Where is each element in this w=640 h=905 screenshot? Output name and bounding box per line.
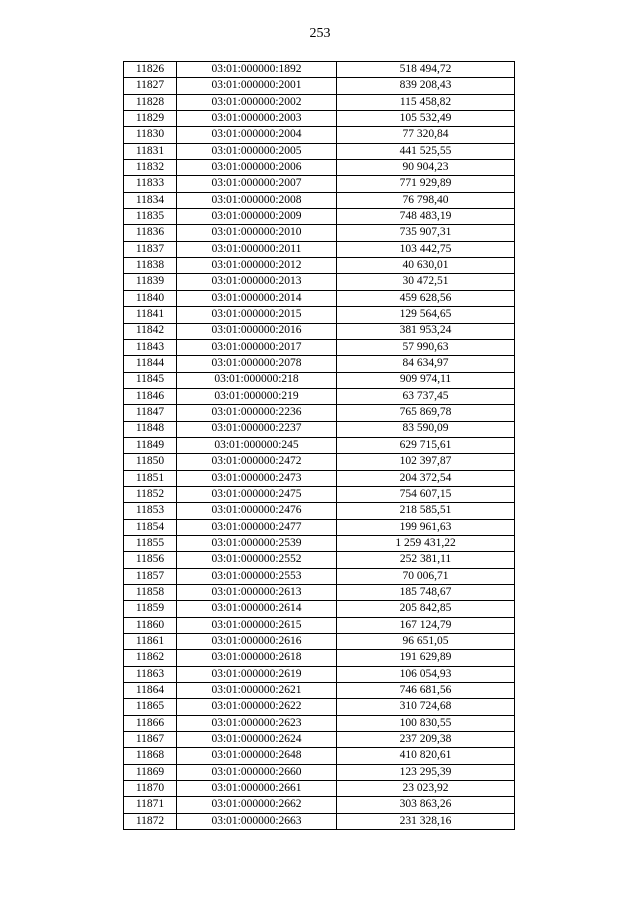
row-number-cell: 11863 <box>124 666 177 682</box>
cadastral-value-cell: 167 124,79 <box>337 617 515 633</box>
table-row <box>124 813 515 829</box>
cadastral-value-cell: 735 907,31 <box>337 225 515 241</box>
cadastral-number-cell: 03:01:000000:2622 <box>177 699 337 715</box>
table-row <box>124 519 515 535</box>
cadastral-value-cell: 83 590,09 <box>337 421 515 437</box>
row-number-cell: 11871 <box>124 797 177 813</box>
cadastral-number-cell: 03:01:000000:2004 <box>177 127 337 143</box>
cadastral-number-cell: 03:01:000000:2661 <box>177 781 337 797</box>
cadastral-value-cell: 754 607,15 <box>337 486 515 502</box>
table-row <box>124 437 515 453</box>
cadastral-number-cell: 03:01:000000:1892 <box>177 62 337 78</box>
row-number-cell: 11865 <box>124 699 177 715</box>
cadastral-value-cell: 748 483,19 <box>337 209 515 225</box>
table-row <box>124 94 515 110</box>
cadastral-value-cell: 105 532,49 <box>337 111 515 127</box>
cadastral-number-cell: 03:01:000000:245 <box>177 437 337 453</box>
cadastral-number-cell: 03:01:000000:2013 <box>177 274 337 290</box>
table-row <box>124 127 515 143</box>
row-number-cell: 11856 <box>124 552 177 568</box>
table-row <box>124 634 515 650</box>
row-number-cell: 11833 <box>124 176 177 192</box>
row-number-cell: 11843 <box>124 339 177 355</box>
cadastral-value-cell: 77 320,84 <box>337 127 515 143</box>
row-number-cell: 11858 <box>124 585 177 601</box>
table-row <box>124 372 515 388</box>
table-row <box>124 470 515 486</box>
table-row <box>124 209 515 225</box>
cadastral-value-cell: 310 724,68 <box>337 699 515 715</box>
cadastral-value-cell: 303 863,26 <box>337 797 515 813</box>
table-row <box>124 356 515 372</box>
cadastral-number-cell: 03:01:000000:2615 <box>177 617 337 633</box>
table-body <box>124 62 515 830</box>
cadastral-value-cell: 205 842,85 <box>337 601 515 617</box>
cadastral-number-cell: 03:01:000000:2011 <box>177 241 337 257</box>
cadastral-number-cell: 03:01:000000:2552 <box>177 552 337 568</box>
row-number-cell: 11848 <box>124 421 177 437</box>
table-row <box>124 241 515 257</box>
cadastral-value-cell: 106 054,93 <box>337 666 515 682</box>
row-number-cell: 11849 <box>124 437 177 453</box>
cadastral-value-cell: 629 715,61 <box>337 437 515 453</box>
table-row <box>124 699 515 715</box>
cadastral-number-cell: 03:01:000000:2008 <box>177 192 337 208</box>
cadastral-value-cell: 103 442,75 <box>337 241 515 257</box>
cadastral-value-cell: 90 904,23 <box>337 160 515 176</box>
row-number-cell: 11853 <box>124 503 177 519</box>
row-number-cell: 11855 <box>124 535 177 551</box>
cadastral-number-cell: 03:01:000000:2007 <box>177 176 337 192</box>
row-number-cell: 11835 <box>124 209 177 225</box>
table-row <box>124 552 515 568</box>
table-row <box>124 78 515 94</box>
row-number-cell: 11860 <box>124 617 177 633</box>
row-number-cell: 11845 <box>124 372 177 388</box>
cadastral-value-cell: 518 494,72 <box>337 62 515 78</box>
cadastral-number-cell: 03:01:000000:2473 <box>177 470 337 486</box>
row-number-cell: 11841 <box>124 307 177 323</box>
table-row <box>124 764 515 780</box>
table-row <box>124 143 515 159</box>
cadastral-value-cell: 459 628,56 <box>337 290 515 306</box>
row-number-cell: 11827 <box>124 78 177 94</box>
row-number-cell: 11829 <box>124 111 177 127</box>
row-number-cell: 11866 <box>124 715 177 731</box>
cadastral-number-cell: 03:01:000000:2012 <box>177 258 337 274</box>
cadastral-number-cell: 03:01:000000:2660 <box>177 764 337 780</box>
table-row <box>124 339 515 355</box>
cadastral-number-cell: 03:01:000000:2616 <box>177 634 337 650</box>
table-row <box>124 585 515 601</box>
table-row <box>124 225 515 241</box>
cadastral-number-cell: 03:01:000000:2001 <box>177 78 337 94</box>
cadastral-value-cell: 129 564,65 <box>337 307 515 323</box>
cadastral-number-cell: 03:01:000000:2003 <box>177 111 337 127</box>
cadastral-value-cell: 746 681,56 <box>337 683 515 699</box>
table-row <box>124 666 515 682</box>
cadastral-value-cell: 909 974,11 <box>337 372 515 388</box>
cadastral-number-cell: 03:01:000000:2621 <box>177 683 337 699</box>
row-number-cell: 11828 <box>124 94 177 110</box>
row-number-cell: 11869 <box>124 764 177 780</box>
cadastral-value-cell: 771 929,89 <box>337 176 515 192</box>
cadastral-value-cell: 204 372,54 <box>337 470 515 486</box>
table-row <box>124 192 515 208</box>
table-row <box>124 601 515 617</box>
table-row <box>124 405 515 421</box>
cadastral-value-cell: 57 990,63 <box>337 339 515 355</box>
row-number-cell: 11850 <box>124 454 177 470</box>
cadastral-number-cell: 03:01:000000:218 <box>177 372 337 388</box>
row-number-cell: 11870 <box>124 781 177 797</box>
row-number-cell: 11836 <box>124 225 177 241</box>
table-row <box>124 176 515 192</box>
table-row <box>124 568 515 584</box>
cadastral-value-cell: 185 748,67 <box>337 585 515 601</box>
row-number-cell: 11864 <box>124 683 177 699</box>
table-row <box>124 111 515 127</box>
cadastral-number-cell: 03:01:000000:2539 <box>177 535 337 551</box>
table-row <box>124 323 515 339</box>
table-row <box>124 797 515 813</box>
table-row <box>124 748 515 764</box>
row-number-cell: 11851 <box>124 470 177 486</box>
table-row <box>124 454 515 470</box>
row-number-cell: 11867 <box>124 732 177 748</box>
cadastral-number-cell: 03:01:000000:2016 <box>177 323 337 339</box>
cadastral-value-cell: 123 295,39 <box>337 764 515 780</box>
cadastral-value-cell: 76 798,40 <box>337 192 515 208</box>
cadastral-number-cell: 03:01:000000:2477 <box>177 519 337 535</box>
cadastral-number-cell: 03:01:000000:2002 <box>177 94 337 110</box>
cadastral-number-cell: 03:01:000000:2618 <box>177 650 337 666</box>
cadastral-number-cell: 03:01:000000:2614 <box>177 601 337 617</box>
cadastral-value-cell: 102 397,87 <box>337 454 515 470</box>
table-row <box>124 486 515 502</box>
cadastral-value-cell: 218 585,51 <box>337 503 515 519</box>
cadastral-value-cell: 96 651,05 <box>337 634 515 650</box>
cadastral-number-cell: 03:01:000000:2475 <box>177 486 337 502</box>
cadastral-number-cell: 03:01:000000:2237 <box>177 421 337 437</box>
cadastral-number-cell: 03:01:000000:2006 <box>177 160 337 176</box>
row-number-cell: 11832 <box>124 160 177 176</box>
cadastral-number-cell: 03:01:000000:2624 <box>177 732 337 748</box>
row-number-cell: 11852 <box>124 486 177 502</box>
table-row <box>124 715 515 731</box>
cadastral-value-cell: 1 259 431,22 <box>337 535 515 551</box>
cadastral-value-cell: 839 208,43 <box>337 78 515 94</box>
cadastral-number-cell: 03:01:000000:2010 <box>177 225 337 241</box>
row-number-cell: 11859 <box>124 601 177 617</box>
table-row <box>124 683 515 699</box>
row-number-cell: 11834 <box>124 192 177 208</box>
row-number-cell: 11844 <box>124 356 177 372</box>
row-number-cell: 11830 <box>124 127 177 143</box>
cadastral-value-cell: 115 458,82 <box>337 94 515 110</box>
cadastral-value-cell: 252 381,11 <box>337 552 515 568</box>
table-row <box>124 781 515 797</box>
cadastral-number-cell: 03:01:000000:2078 <box>177 356 337 372</box>
table-row <box>124 258 515 274</box>
cadastral-value-cell: 191 629,89 <box>337 650 515 666</box>
row-number-cell: 11862 <box>124 650 177 666</box>
table-row <box>124 650 515 666</box>
cadastral-number-cell: 03:01:000000:2472 <box>177 454 337 470</box>
cadastral-number-cell: 03:01:000000:2619 <box>177 666 337 682</box>
row-number-cell: 11839 <box>124 274 177 290</box>
row-number-cell: 11861 <box>124 634 177 650</box>
page-number: 253 <box>309 26 331 41</box>
cadastral-value-cell: 765 869,78 <box>337 405 515 421</box>
cadastral-value-cell: 231 328,16 <box>337 813 515 829</box>
cadastral-number-cell: 03:01:000000:2553 <box>177 568 337 584</box>
table-row <box>124 617 515 633</box>
row-number-cell: 11837 <box>124 241 177 257</box>
cadastral-value-cell: 199 961,63 <box>337 519 515 535</box>
cadastral-number-cell: 03:01:000000:2005 <box>177 143 337 159</box>
table-row <box>124 388 515 404</box>
cadastral-number-cell: 03:01:000000:2662 <box>177 797 337 813</box>
table-row <box>124 62 515 78</box>
table-row <box>124 274 515 290</box>
row-number-cell: 11846 <box>124 388 177 404</box>
cadastral-number-cell: 03:01:000000:2015 <box>177 307 337 323</box>
table-row <box>124 503 515 519</box>
cadastral-value-cell: 84 634,97 <box>337 356 515 372</box>
table-row <box>124 307 515 323</box>
cadastral-value-cell: 381 953,24 <box>337 323 515 339</box>
table-row <box>124 290 515 306</box>
row-number-cell: 11847 <box>124 405 177 421</box>
cadastral-value-cell: 441 525,55 <box>337 143 515 159</box>
cadastral-number-cell: 03:01:000000:2476 <box>177 503 337 519</box>
cadastral-value-cell: 237 209,38 <box>337 732 515 748</box>
cadastral-number-cell: 03:01:000000:2623 <box>177 715 337 731</box>
cadastral-value-cell: 70 006,71 <box>337 568 515 584</box>
cadastral-number-cell: 03:01:000000:219 <box>177 388 337 404</box>
cadastral-number-cell: 03:01:000000:2648 <box>177 748 337 764</box>
cadastral-number-cell: 03:01:000000:2236 <box>177 405 337 421</box>
row-number-cell: 11831 <box>124 143 177 159</box>
cadastral-value-cell: 410 820,61 <box>337 748 515 764</box>
table-row <box>124 421 515 437</box>
row-number-cell: 11826 <box>124 62 177 78</box>
row-number-cell: 11840 <box>124 290 177 306</box>
cadastral-number-cell: 03:01:000000:2017 <box>177 339 337 355</box>
cadastral-value-cell: 63 737,45 <box>337 388 515 404</box>
table-row <box>124 535 515 551</box>
cadastral-number-cell: 03:01:000000:2009 <box>177 209 337 225</box>
cadastral-value-cell: 100 830,55 <box>337 715 515 731</box>
row-number-cell: 11854 <box>124 519 177 535</box>
cadastral-number-cell: 03:01:000000:2663 <box>177 813 337 829</box>
table-row <box>124 732 515 748</box>
cadastral-value-cell: 23 023,92 <box>337 781 515 797</box>
table-row <box>124 160 515 176</box>
row-number-cell: 11872 <box>124 813 177 829</box>
row-number-cell: 11868 <box>124 748 177 764</box>
cadastral-number-cell: 03:01:000000:2613 <box>177 585 337 601</box>
cadastral-value-table <box>123 61 515 830</box>
row-number-cell: 11838 <box>124 258 177 274</box>
row-number-cell: 11842 <box>124 323 177 339</box>
cadastral-value-cell: 40 630,01 <box>337 258 515 274</box>
cadastral-number-cell: 03:01:000000:2014 <box>177 290 337 306</box>
cadastral-value-cell: 30 472,51 <box>337 274 515 290</box>
row-number-cell: 11857 <box>124 568 177 584</box>
